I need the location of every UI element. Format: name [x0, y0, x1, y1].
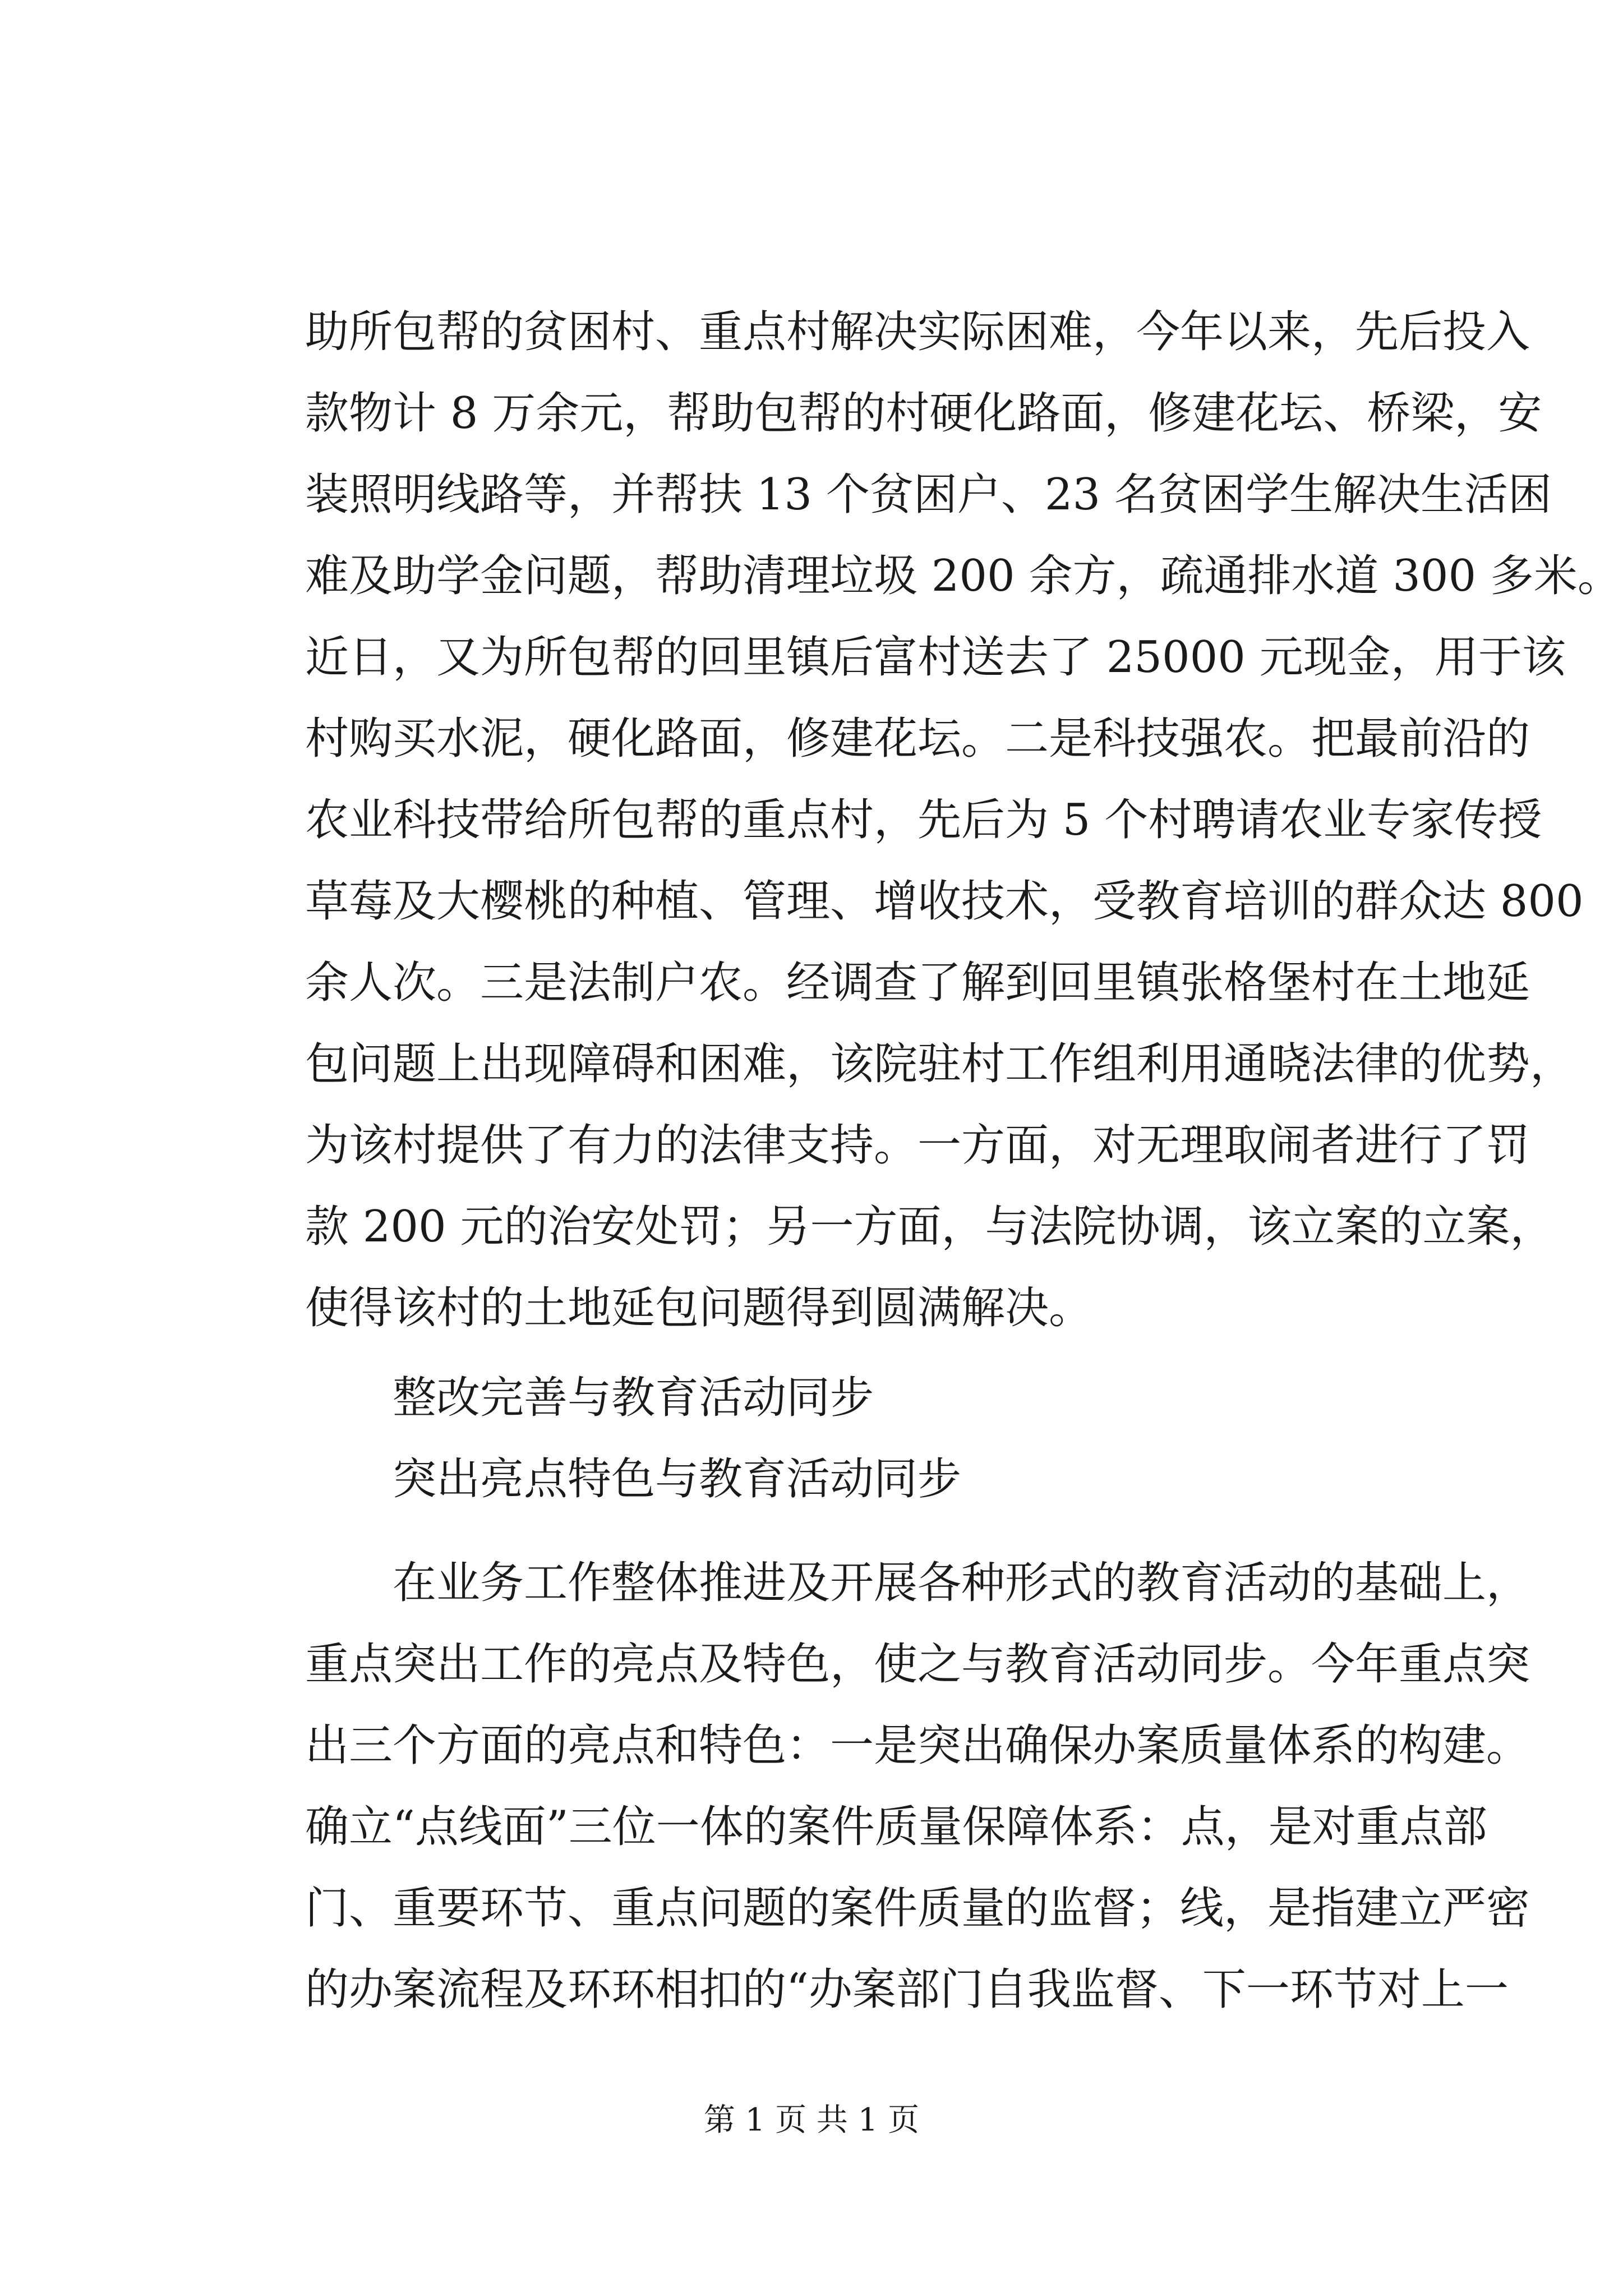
section-heading-1 — [305, 1358, 1421, 1439]
text-line: 包问题上出现障碍和困难，该院驻村工作组利用通晓法律的优势， — [305, 1039, 1574, 1089]
text-line: 为该村提供了有力的法律支持。一方面，对无理取闹者进行了罚 — [305, 1120, 1530, 1171]
section-heading-text: 整改完善与教育活动同步 — [393, 1373, 874, 1423]
text-line: 草莓及大樱桃的种植、管理、增收技术，受教育培训的群众达 800 — [305, 876, 1584, 927]
text-line: 装照明线路等，并帮扶 13 个贫困户、23 名贫困学生解决生活困 — [305, 470, 1552, 520]
text-line: 款 200 元的治安处罚；另一方面，与法院协调，该立案的立案， — [305, 1202, 1554, 1252]
text-line: 的办案流程及环环相扣的“办案部门自我监督、下一环节对上一 — [305, 1964, 1509, 2015]
text-line: 农业科技带给所包帮的重点村，先后为 5 个村聘请农业专家传授 — [305, 795, 1542, 845]
text-line: 近日，又为所包帮的回里镇后富村送去了 25000 元现金，用于该 — [305, 632, 1566, 683]
text-line: 在业务工作整体推进及开展各种形式的教育活动的基础上， — [393, 1558, 1530, 1608]
text-line: 门、重要环节、重点问题的案件质量的监督；线，是指建立严密 — [305, 1883, 1530, 1934]
text-line: 确立“点线面”三位一体的案件质量保障体系：点，是对重点部 — [305, 1802, 1487, 1852]
text-line: 出三个方面的亮点和特色：一是突出确保办案质量体系的构建。 — [305, 1720, 1530, 1771]
text-line: 难及助学金问题，帮助清理垃圾 200 余方，疏通排水道 300 多米。 — [305, 551, 1621, 601]
section-heading-text: 突出亮点特色与教育活动同步 — [393, 1454, 962, 1504]
section-heading-2 — [305, 1439, 1421, 1520]
text-line: 重点突出工作的亮点及特色，使之与教育活动同步。今年重点突 — [305, 1639, 1530, 1690]
paragraph-1 — [305, 292, 1621, 1349]
text-line: 村购买水泥，硬化路面，修建花坛。二是科技强农。把最前沿的 — [305, 714, 1530, 764]
paragraph-2 — [305, 1543, 1530, 2031]
text-line: 余人次。三是法制户农。经调查了解到回里镇张格堡村在土地延 — [305, 958, 1530, 1008]
text-line: 助所包帮的贫困村、重点村解决实际困难，今年以来，先后投入 — [305, 307, 1530, 357]
page-footer: 第 1 页 共 1 页 — [703, 2102, 920, 2138]
text-line: 使得该村的土地延包问题得到圆满解决。 — [305, 1283, 1093, 1333]
text-line: 款物计 8 万余元，帮助包帮的村硬化路面，修建花坛、桥梁，安 — [305, 388, 1542, 439]
